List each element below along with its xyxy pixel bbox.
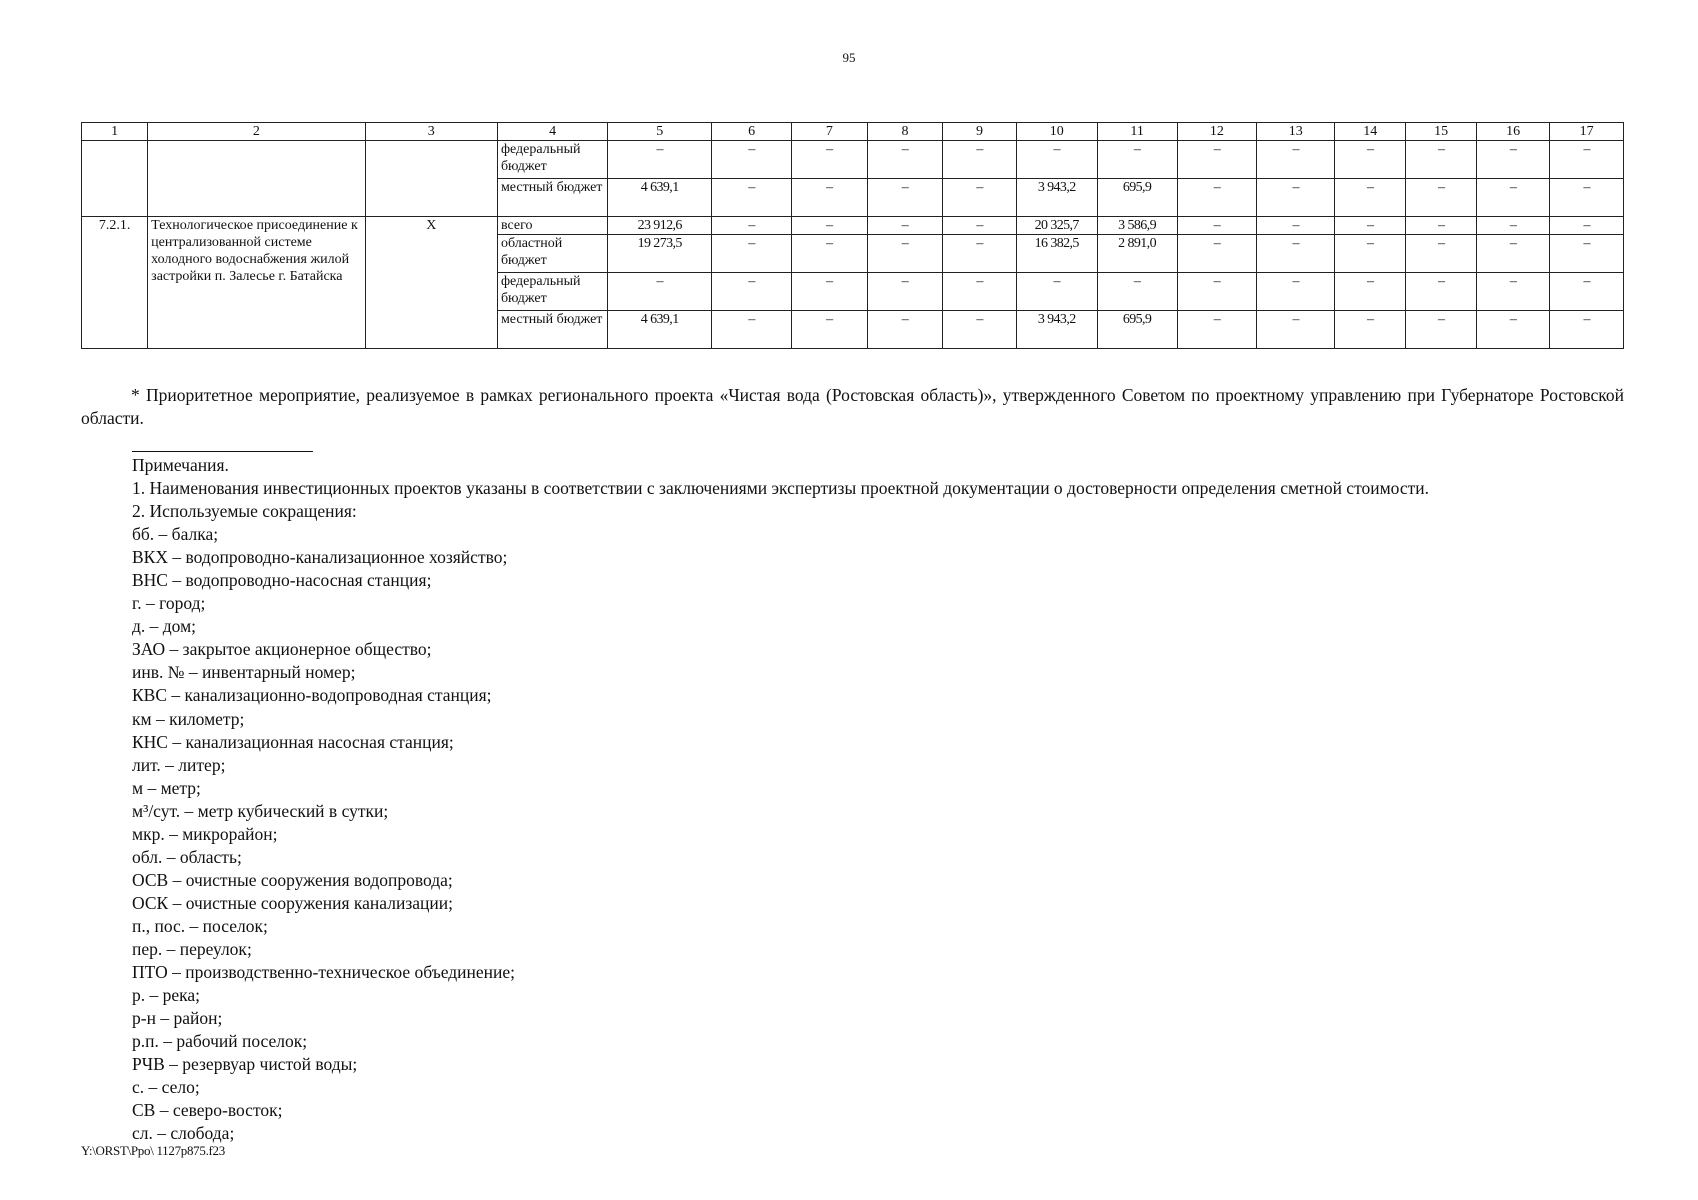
- abbreviation-item: ЗАО – закрытое акционерное общество;: [132, 639, 432, 660]
- empty-name-cell: [148, 141, 365, 217]
- value-cell: 695,9: [1097, 179, 1177, 217]
- abbreviation-item: сл. – слобода;: [132, 1123, 235, 1144]
- funding-source-cell: областной бюджет: [497, 235, 607, 273]
- column-header: 13: [1257, 123, 1335, 141]
- value-cell: –: [1257, 179, 1335, 217]
- column-header: 9: [943, 123, 1017, 141]
- value-cell: –: [1406, 141, 1476, 179]
- abbreviation-item: км – километр;: [132, 708, 245, 729]
- column-header: 16: [1476, 123, 1550, 141]
- value-cell: –: [943, 179, 1017, 217]
- value-cell: –: [1476, 273, 1550, 311]
- budget-table: [81, 122, 1624, 349]
- value-cell: –: [1257, 217, 1335, 235]
- value-cell: –: [1016, 273, 1097, 311]
- abbreviation-item: ОСК – очистные сооружения канализации;: [132, 892, 453, 913]
- value-cell: 19 273,5: [608, 235, 712, 273]
- table-row: [82, 141, 1624, 179]
- abbreviation-item: обл. – область;: [132, 846, 242, 867]
- abbreviation-item: р. – река;: [132, 985, 201, 1006]
- value-cell: –: [792, 141, 868, 179]
- value-cell: –: [943, 217, 1017, 235]
- note-item: 2. Используемые сокращения:: [132, 501, 357, 522]
- value-cell: –: [1550, 217, 1624, 235]
- value-cell: –: [712, 179, 792, 217]
- abbreviation-item: ВНС – водопроводно-насосная станция;: [132, 570, 432, 591]
- value-cell: 4 639,1: [608, 179, 712, 217]
- column-header: 14: [1335, 123, 1406, 141]
- value-cell: –: [1177, 273, 1257, 311]
- value-cell: –: [1177, 179, 1257, 217]
- value-cell: –: [1550, 179, 1624, 217]
- value-cell: –: [1476, 141, 1550, 179]
- value-cell: –: [1257, 235, 1335, 273]
- note-item: 1. Наименования инвестиционных проектов указаны в соответствии с заключениями экспертизы проектной документации о достоверности определения сметной стоимости.: [132, 478, 1430, 499]
- value-cell: –: [1335, 179, 1406, 217]
- value-cell: –: [1016, 141, 1097, 179]
- value-cell: 3 943,2: [1016, 311, 1097, 349]
- value-cell: –: [867, 311, 943, 349]
- value-cell: –: [792, 273, 868, 311]
- abbreviation-item: пер. – переулок;: [132, 938, 252, 959]
- value-cell: –: [792, 217, 868, 235]
- value-cell: –: [867, 141, 943, 179]
- column-header: 1: [82, 123, 148, 141]
- page-number: 95: [842, 50, 856, 65]
- value-cell: –: [792, 311, 868, 349]
- funding-source-cell: всего: [497, 217, 607, 235]
- column-header: 12: [1177, 123, 1257, 141]
- column-header: 17: [1550, 123, 1624, 141]
- column-header: 3: [365, 123, 497, 141]
- value-cell: –: [1257, 141, 1335, 179]
- value-cell: –: [792, 235, 868, 273]
- priority-footnote: * Приоритетное мероприятие, реализуемое в рамках регионального проекта «Чистая вода (Ростовская область)», утвержденного Советом по проектному управлению при Губернаторе Ростовской области.: [81, 385, 1624, 428]
- column-header: 11: [1097, 123, 1177, 141]
- value-cell: –: [943, 311, 1017, 349]
- value-cell: –: [943, 141, 1017, 179]
- abbreviation-item: д. – дом;: [132, 616, 197, 637]
- column-header: 7: [792, 123, 868, 141]
- abbreviation-item: г. – город;: [132, 593, 206, 614]
- value-cell: –: [1177, 311, 1257, 349]
- value-cell: –: [867, 179, 943, 217]
- funding-source-cell: местный бюджет: [497, 179, 607, 217]
- funding-source-cell: федеральный бюджет: [497, 273, 607, 311]
- value-cell: –: [712, 217, 792, 235]
- abbreviation-item: мкр. – микрорайон;: [132, 823, 278, 844]
- abbreviation-item: бб. – балка;: [132, 524, 219, 545]
- value-cell: –: [1550, 273, 1624, 311]
- value-cell: 20 325,7: [1016, 217, 1097, 235]
- column-header: 4: [497, 123, 607, 141]
- value-cell: –: [1406, 217, 1476, 235]
- value-cell: –: [608, 273, 712, 311]
- value-cell: –: [1406, 311, 1476, 349]
- value-cell: –: [1335, 273, 1406, 311]
- project-name-cell: Технологическое присоединение к централизованной системе холодного водоснабжения жилой застройки п. Залесье г. Батайска: [148, 217, 365, 349]
- abbreviation-item: р.п. – рабочий поселок;: [132, 1031, 308, 1052]
- value-cell: –: [1406, 235, 1476, 273]
- value-cell: 4 639,1: [608, 311, 712, 349]
- value-cell: –: [1476, 235, 1550, 273]
- abbreviation-item: СВ – северо-восток;: [132, 1100, 283, 1121]
- file-path: Y:\ORST\Ppo\ 1127p875.f23: [81, 1143, 225, 1158]
- value-cell: 3 586,9: [1097, 217, 1177, 235]
- value-cell: 16 382,5: [1016, 235, 1097, 273]
- value-cell: –: [867, 235, 943, 273]
- value-cell: 695,9: [1097, 311, 1177, 349]
- value-cell: –: [943, 235, 1017, 273]
- abbreviation-item: КВС – канализационно-водопроводная станция;: [132, 685, 492, 706]
- abbreviation-item: КНС – канализационная насосная станция;: [132, 731, 454, 752]
- value-cell: –: [1335, 217, 1406, 235]
- value-cell: –: [1257, 311, 1335, 349]
- empty-mark-cell: [365, 141, 497, 217]
- value-cell: –: [712, 235, 792, 273]
- project-number-cell: 7.2.1.: [82, 217, 148, 349]
- abbreviation-item: ПТО – производственно-техническое объединение;: [132, 962, 516, 983]
- value-cell: –: [867, 217, 943, 235]
- value-cell: –: [1476, 179, 1550, 217]
- abbreviation-item: м – метр;: [132, 777, 201, 798]
- value-cell: –: [1550, 141, 1624, 179]
- funding-source-cell: федеральный бюджет: [497, 141, 607, 179]
- notes-section: [132, 454, 1632, 1145]
- value-cell: –: [1097, 273, 1177, 311]
- value-cell: –: [1177, 141, 1257, 179]
- value-cell: –: [1550, 311, 1624, 349]
- abbreviation-list: [132, 523, 1632, 1145]
- abbreviation-item: ОСВ – очистные сооружения водопровода;: [132, 869, 453, 890]
- column-header: 10: [1016, 123, 1097, 141]
- notes-separator-line: [132, 451, 313, 452]
- value-cell: –: [712, 273, 792, 311]
- value-cell: –: [1097, 141, 1177, 179]
- value-cell: –: [1257, 273, 1335, 311]
- column-header: 5: [608, 123, 712, 141]
- abbreviation-item: лит. – литер;: [132, 754, 226, 775]
- value-cell: –: [792, 179, 868, 217]
- project-mark-cell: Х: [365, 217, 497, 349]
- empty-number-cell: [82, 141, 148, 217]
- value-cell: 23 912,6: [608, 217, 712, 235]
- abbreviation-item: инв. № – инвентарный номер;: [132, 662, 356, 683]
- value-cell: –: [1335, 235, 1406, 273]
- abbreviation-item: м³/сут. – метр кубический в сутки;: [132, 800, 389, 821]
- abbreviation-item: ВКХ – водопроводно-канализационное хозяйство;: [132, 547, 508, 568]
- value-cell: –: [608, 141, 712, 179]
- value-cell: –: [1177, 217, 1257, 235]
- value-cell: –: [1335, 141, 1406, 179]
- value-cell: –: [867, 273, 943, 311]
- abbreviation-item: р-н – район;: [132, 1008, 223, 1029]
- column-header: 15: [1406, 123, 1476, 141]
- value-cell: 3 943,2: [1016, 179, 1097, 217]
- value-cell: –: [712, 311, 792, 349]
- value-cell: –: [1406, 273, 1476, 311]
- column-header: 2: [148, 123, 365, 141]
- value-cell: –: [1335, 311, 1406, 349]
- table-header-row: [82, 123, 1624, 141]
- abbreviation-item: РЧВ – резервуар чистой воды;: [132, 1054, 358, 1075]
- value-cell: –: [1406, 179, 1476, 217]
- value-cell: –: [1476, 311, 1550, 349]
- value-cell: –: [943, 273, 1017, 311]
- value-cell: 2 891,0: [1097, 235, 1177, 273]
- table-row: [82, 217, 1624, 235]
- notes-title: Примечания.: [132, 455, 229, 475]
- column-header: 8: [867, 123, 943, 141]
- value-cell: –: [1177, 235, 1257, 273]
- value-cell: –: [1550, 235, 1624, 273]
- abbreviation-item: п., пос. – поселок;: [132, 915, 268, 936]
- value-cell: –: [712, 141, 792, 179]
- column-header: 6: [712, 123, 792, 141]
- funding-source-cell: местный бюджет: [497, 311, 607, 349]
- value-cell: –: [1476, 217, 1550, 235]
- abbreviation-item: с. – село;: [132, 1077, 200, 1098]
